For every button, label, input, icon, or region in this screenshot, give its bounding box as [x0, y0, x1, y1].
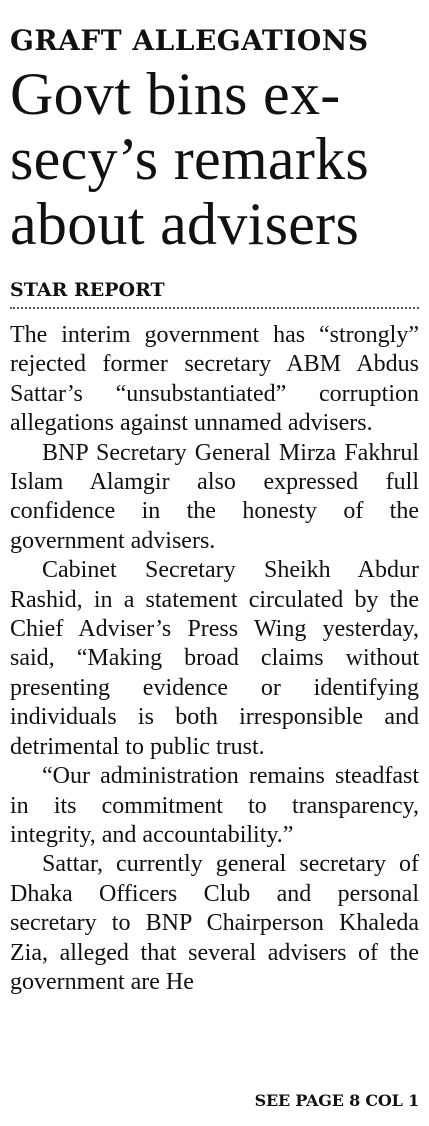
kicker: GRAFT ALLEGATIONS: [10, 24, 369, 57]
paragraph: “Our administration remains steadfast in its commitment to transparency, integrity, and accountability.”: [10, 763, 419, 848]
headline-line: about advisers: [10, 191, 360, 257]
headline-line: secy’s remarks: [10, 126, 370, 192]
paragraph: The interim government has “strongly” rejected former secretary ABM Abdus Sattar’s “unsubstantiated” corruption allegations against unnamed advisers.: [10, 322, 419, 437]
paragraph: Sattar, currently general secretary of Dhaka Officers Club and personal secretary to BNP Chairperson Khaleda Zia, alleged that several advisers of the government are He: [10, 851, 419, 995]
paragraph: BNP Secretary General Mirza Fakhrul Islam Alamgir also expressed full confidence in the honesty of the government advisers.: [10, 439, 419, 554]
paragraph: Cabinet Secretary Sheikh Abdur Rashid, in a statement circulated by the Chief Adviser’s Press Wing yesterday, said, “Making broad claims without presenting evidence or identifying individuals is both irresponsible and detrimental to public trust.: [10, 557, 419, 760]
headline: [10, 60, 419, 257]
article-body: [10, 321, 419, 997]
headline-line: Govt bins ex-: [10, 61, 341, 127]
continuation-line[interactable]: SEE PAGE 8 COL 1: [254, 1091, 419, 1110]
byline: STAR REPORT: [10, 279, 165, 301]
dotted-divider: [10, 307, 419, 309]
